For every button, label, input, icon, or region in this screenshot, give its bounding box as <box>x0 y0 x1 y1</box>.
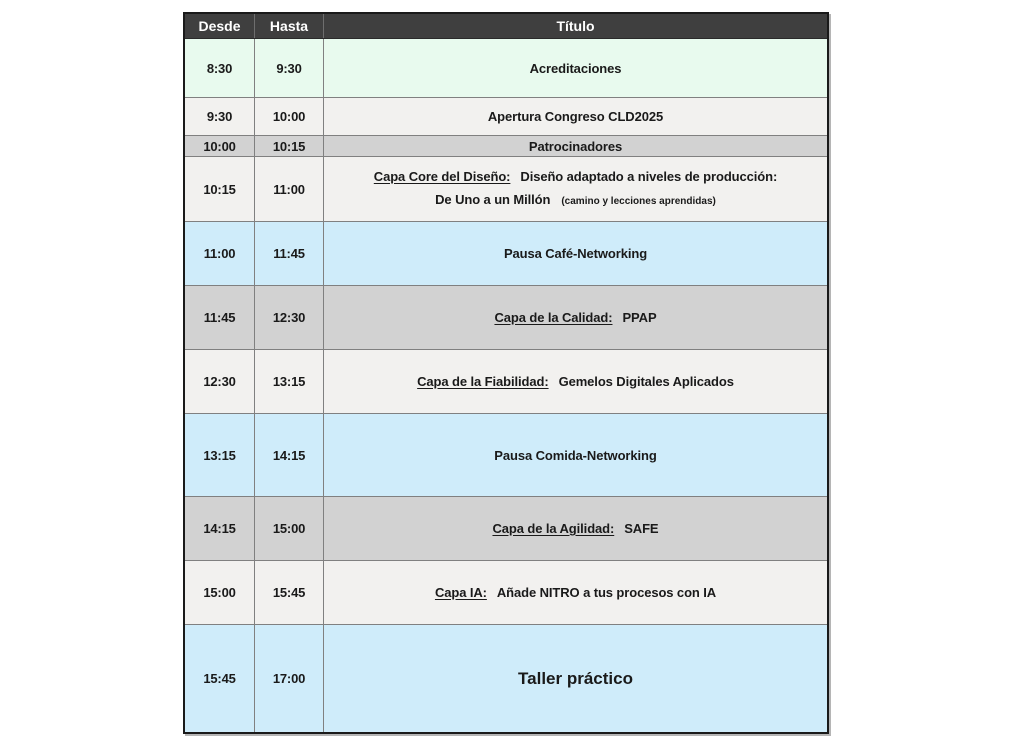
column-header-label: Hasta <box>269 18 309 34</box>
table-row-pausa-comida <box>185 413 827 496</box>
table-row-acreditaciones <box>185 38 827 97</box>
title-line-1 <box>435 581 716 604</box>
time-from: 13:15 <box>203 447 236 463</box>
title-cell <box>323 39 827 97</box>
session-category-label: Capa de la Fiabilidad: <box>417 374 549 389</box>
session-category-label: Capa IA: <box>434 585 487 600</box>
schedule-table <box>183 12 829 734</box>
event-title: Apertura Congreso CLD2025 <box>487 109 664 124</box>
column-header-desde <box>185 14 254 38</box>
time-from: 11:00 <box>203 246 236 261</box>
time-from: 10:15 <box>203 181 236 197</box>
time-from-cell <box>185 39 254 97</box>
title-cell <box>323 414 827 496</box>
table-row-capa-core-diseno <box>185 156 827 221</box>
table-row-capa-ia <box>185 560 827 624</box>
title-line-2 <box>435 188 716 213</box>
time-to-cell <box>254 157 323 221</box>
event-note: (camino y lecciones aprendidas) <box>561 196 716 207</box>
table-row-taller-practico <box>185 624 827 732</box>
time-from: 9:30 <box>206 109 233 124</box>
time-to-cell <box>254 561 323 624</box>
table-row-pausa-cafe <box>185 221 827 285</box>
time-to: 17:00 <box>272 671 306 686</box>
table-row-patrocinadores <box>185 135 827 156</box>
time-to-cell <box>254 497 323 560</box>
title-line-1 <box>494 306 656 329</box>
column-header-hasta <box>254 14 323 38</box>
time-to: 12:30 <box>272 310 306 325</box>
title-cell <box>323 136 827 156</box>
event-title: SAFE <box>624 521 659 536</box>
time-to-cell <box>254 414 323 496</box>
event-title: PPAP <box>622 310 657 325</box>
time-to-cell <box>254 136 323 156</box>
title-cell <box>323 625 827 732</box>
time-to-cell <box>254 625 323 732</box>
table-row-capa-calidad <box>185 285 827 349</box>
time-to: 10:00 <box>272 109 306 124</box>
column-header-label: Título <box>556 18 595 34</box>
column-header-label: Desde <box>198 18 241 34</box>
title-cell <box>323 157 827 221</box>
event-title: Taller práctico <box>518 668 633 688</box>
time-to: 9:30 <box>276 60 302 76</box>
event-subtitle: De Uno a un Millón <box>435 192 551 207</box>
time-to-cell <box>254 39 323 97</box>
time-to: 15:45 <box>272 585 306 600</box>
time-to: 11:45 <box>273 246 305 261</box>
time-from: 11:45 <box>203 310 236 325</box>
time-from-cell <box>185 350 254 413</box>
title-line-1 <box>417 370 734 393</box>
time-to: 11:00 <box>273 181 305 197</box>
event-title: Pausa Comida-Networking <box>494 447 657 463</box>
session-category-label: Capa de la Calidad: <box>494 310 613 325</box>
table-header-row <box>185 14 827 38</box>
time-from-cell <box>185 157 254 221</box>
title-line-1 <box>492 517 658 540</box>
column-header-titulo <box>323 14 827 38</box>
time-to-cell <box>254 98 323 135</box>
title-cell <box>323 286 827 349</box>
time-from: 14:15 <box>203 521 236 536</box>
title-cell <box>323 98 827 135</box>
event-title: Gemelos Digitales Aplicados <box>558 374 734 389</box>
time-to: 13:15 <box>272 374 306 389</box>
event-title: Pausa Café-Networking <box>503 246 648 261</box>
time-from-cell <box>185 136 254 156</box>
time-to-cell <box>254 286 323 349</box>
time-from-cell <box>185 497 254 560</box>
title-cell <box>323 350 827 413</box>
event-title: Añade NITRO a tus procesos con IA <box>496 585 717 600</box>
table-row-capa-agilidad <box>185 496 827 560</box>
event-title: Diseño adaptado a niveles de producción: <box>520 169 778 184</box>
time-from-cell <box>185 98 254 135</box>
time-from: 15:45 <box>203 671 236 686</box>
table-row-capa-fiabilidad <box>185 349 827 413</box>
time-from-cell <box>185 625 254 732</box>
time-from-cell <box>185 414 254 496</box>
event-title: Acreditaciones <box>529 60 622 76</box>
title-cell <box>323 497 827 560</box>
title-line-1 <box>374 165 777 188</box>
time-from: 10:00 <box>203 138 236 154</box>
time-to-cell <box>254 222 323 285</box>
table-row-apertura <box>185 97 827 135</box>
event-title: Patrocinadores <box>528 138 623 154</box>
time-from: 8:30 <box>206 60 233 76</box>
time-from-cell <box>185 561 254 624</box>
time-to-cell <box>254 350 323 413</box>
time-from-cell <box>185 286 254 349</box>
session-category-label: Capa de la Agilidad: <box>492 521 615 536</box>
time-to: 14:15 <box>272 447 306 463</box>
time-from: 12:30 <box>203 374 236 389</box>
title-cell <box>323 222 827 285</box>
title-cell <box>323 561 827 624</box>
session-category-label: Capa Core del Diseño: <box>373 169 511 184</box>
time-from: 15:00 <box>203 585 236 600</box>
time-to: 15:00 <box>272 521 306 536</box>
time-from-cell <box>185 222 254 285</box>
time-to: 10:15 <box>272 138 306 154</box>
